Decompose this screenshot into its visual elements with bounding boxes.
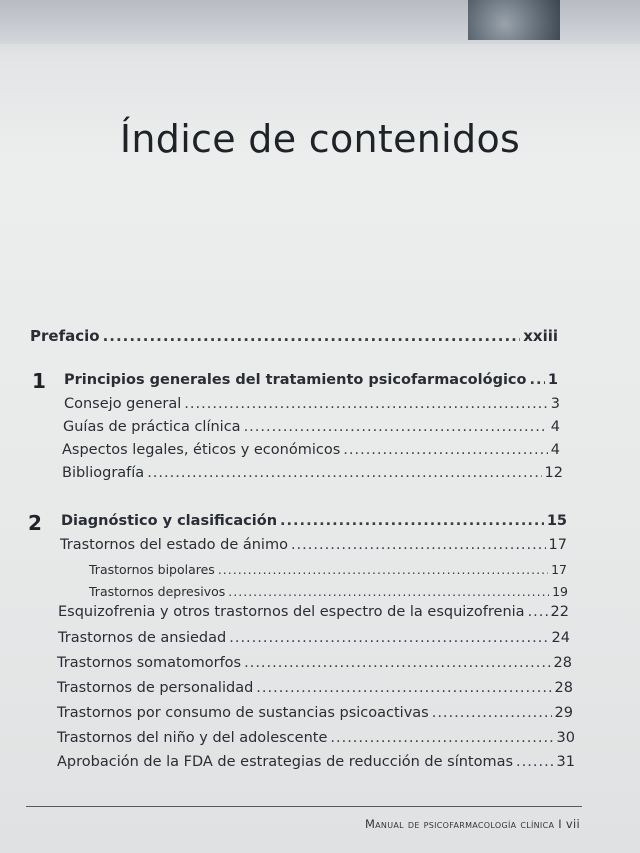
leader-dots [291,537,546,553]
leader-dots [343,442,548,458]
corner-photo [468,0,560,40]
toc-label: Trastornos bipolares [89,562,215,577]
toc-row[interactable] [57,680,573,696]
toc-label: Trastornos de personalidad [57,680,254,696]
toc-page: 28 [554,680,573,696]
leader-dots [256,680,551,696]
toc-page: 12 [544,465,563,481]
toc-row-sub[interactable] [89,562,567,577]
toc-label: Trastornos de ansiedad [58,630,227,646]
running-footer [365,817,580,831]
toc-page: 4 [550,442,560,458]
toc-label: Esquizofrenia y otros trastornos del espectro de la esquizofrenia [58,604,525,620]
toc-page: 4 [550,419,560,435]
toc-label: Guías de práctica clínica [63,419,241,435]
leader-dots [528,604,548,620]
toc-row[interactable] [63,419,560,435]
leader-dots [516,754,554,770]
leader-dots [244,655,550,671]
toc-page: 17 [551,562,567,577]
page-number: vii [565,817,580,831]
toc-page: 28 [553,655,572,671]
toc-row-chapter-2[interactable] [61,513,567,529]
leader-dots [218,562,548,577]
toc-row[interactable] [57,754,575,770]
leader-dots [184,396,547,412]
footer-separator: I [558,817,562,831]
leader-dots [529,372,544,388]
toc-label: Trastornos del niño y del adolescente [57,730,328,746]
leader-dots [330,730,553,746]
chapter-number: 2 [28,511,42,535]
leader-dots [244,419,548,435]
leader-dots [432,705,552,721]
book-title: Manual de psicofarmacología clínica [364,817,555,831]
toc-label: Prefacio [30,327,100,345]
toc-row[interactable] [57,655,572,671]
toc-row[interactable] [57,730,575,746]
footer-rule [26,806,582,807]
toc-label: Aspectos legales, éticos y económicos [62,442,341,458]
toc-row[interactable] [60,537,567,553]
leader-dots [228,584,549,599]
toc-row-chapter-1[interactable] [64,372,558,388]
toc-row[interactable] [57,705,573,721]
toc-page: 30 [556,730,575,746]
toc-row[interactable] [58,604,569,620]
toc-label: Trastornos por consumo de sustancias psicoactivas [57,705,429,721]
toc-label: Trastornos somatomorfos [57,655,242,671]
leader-dots [103,327,521,345]
toc-row[interactable] [64,396,560,412]
toc-page: 29 [554,705,573,721]
leader-dots [280,513,544,529]
toc-page: 22 [550,604,569,620]
toc-label: Diagnóstico y clasificación [61,513,278,529]
toc-page: 17 [548,537,567,553]
toc-page: xxiii [523,327,558,345]
toc-label: Consejo general [64,396,182,412]
leader-dots [229,630,548,646]
leader-dots [147,465,541,481]
toc-row[interactable] [62,442,560,458]
toc-page: 31 [556,754,575,770]
toc-page: 24 [551,630,570,646]
toc-row[interactable] [62,465,563,481]
toc-row[interactable] [58,630,570,646]
toc-page: 19 [552,584,568,599]
toc-page: 15 [546,513,567,529]
toc-label: Trastornos depresivos [89,584,226,599]
toc-label: Trastornos del estado de ánimo [60,537,288,553]
chapter-number: 1 [32,369,46,393]
page-title: Índice de contenidos [119,117,521,162]
toc-label: Bibliografía [62,465,145,481]
toc-label: Aprobación de la FDA de estrategias de reducción de síntomas [57,754,514,770]
toc-row-prefacio[interactable] [30,327,558,345]
toc-page: 1 [547,372,558,388]
toc-page: 3 [550,396,560,412]
toc-row-sub[interactable] [89,584,568,599]
toc-label: Principios generales del tratamiento psicofarmacológico [64,372,527,388]
